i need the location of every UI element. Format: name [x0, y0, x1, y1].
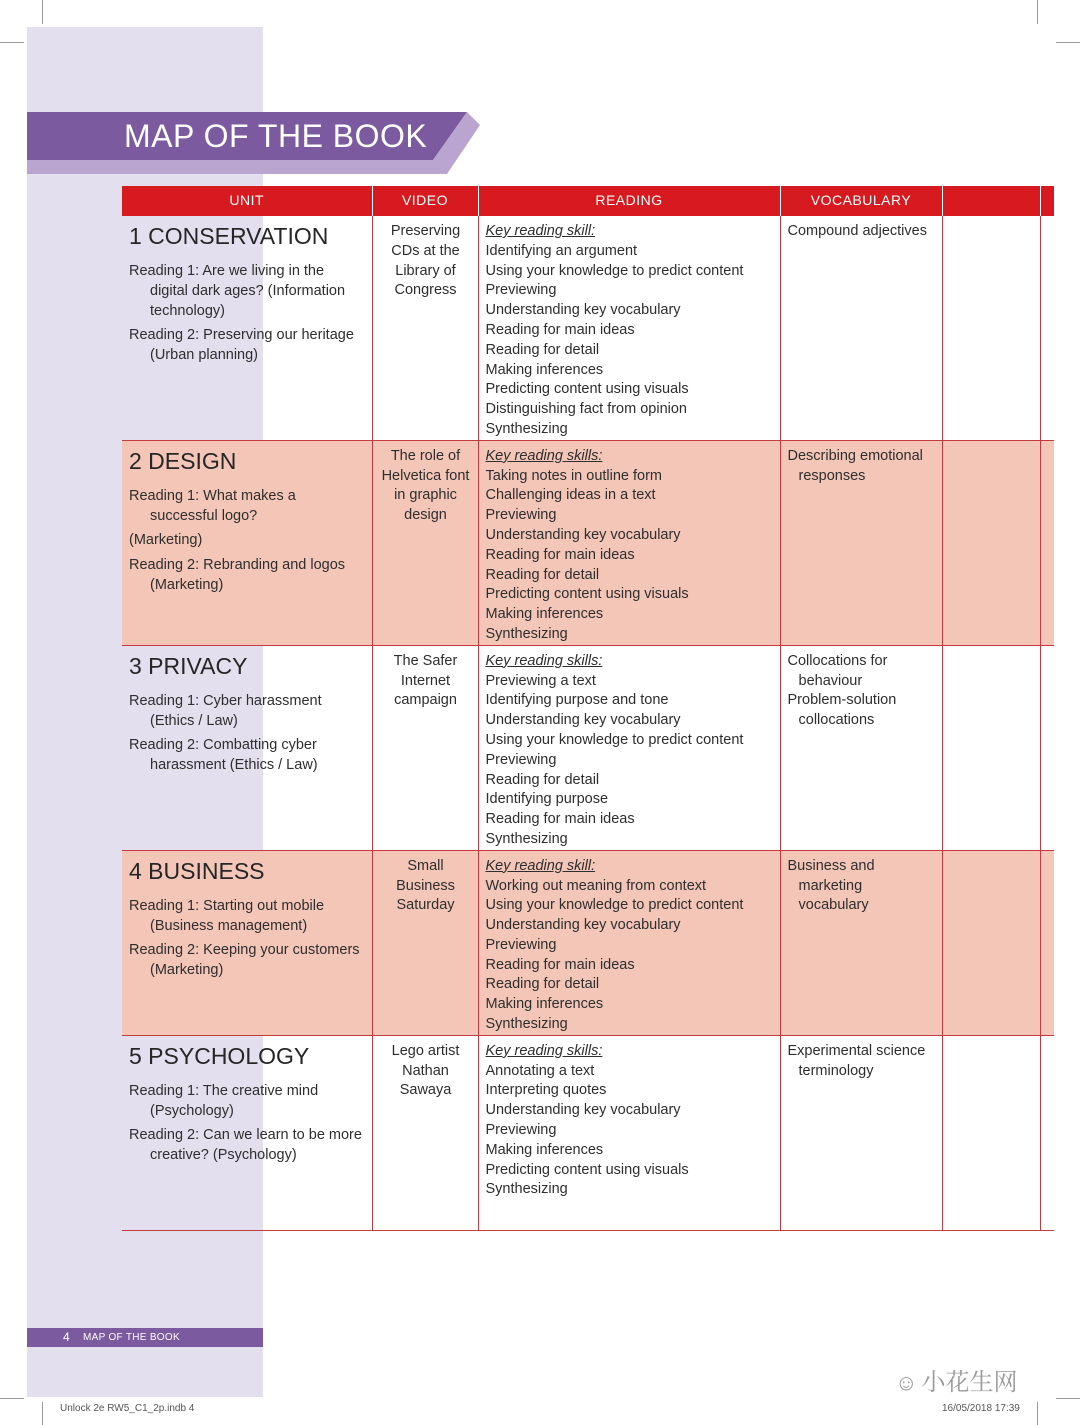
- crop-mark: [1037, 0, 1038, 24]
- reading-skills-cell: [478, 440, 780, 645]
- unit-row: [122, 850, 1054, 1035]
- vocabulary-cell: [780, 645, 942, 850]
- key-skill-label: Key reading skills:: [485, 447, 603, 464]
- unit-cell: [122, 440, 372, 645]
- skill-item: Reading for main ideas: [485, 546, 635, 563]
- skill-item: Understanding key vocabulary: [485, 712, 681, 729]
- chat-bubble-icon: ☺: [895, 1370, 918, 1395]
- skill-item: Reading for main ideas: [485, 811, 635, 828]
- video-cell: Lego artist Nathan Sawaya: [372, 1035, 478, 1230]
- page-number: 4: [63, 1330, 70, 1344]
- reading-item: Reading 1: The creative mind (Psychology): [129, 1082, 319, 1119]
- key-skill-label: Key reading skills:: [485, 1042, 603, 1059]
- map-table: [122, 186, 1054, 1231]
- skill-item: Reading for detail: [485, 976, 600, 993]
- vocabulary-cell: [780, 440, 942, 645]
- watermark: [895, 1362, 1017, 1397]
- skill-item: Using your knowledge to predict content: [485, 262, 744, 279]
- skill-item: Making inferences: [485, 996, 604, 1013]
- skill-item: Predicting content using visuals: [485, 586, 689, 603]
- reading-item: Reading 2: Combatting cyber harassment (Ethics / Law): [129, 737, 318, 774]
- skill-item: Predicting content using visuals: [485, 1161, 689, 1178]
- skill-item: Synthesizing: [485, 830, 568, 847]
- skill-item: Synthesizing: [485, 1016, 568, 1033]
- crop-mark: [0, 1398, 24, 1399]
- blank-cell: [942, 1035, 1040, 1230]
- crop-mark: [1037, 1402, 1038, 1425]
- skill-item: Identifying an argument: [485, 242, 638, 259]
- skill-item: Reading for main ideas: [485, 321, 635, 338]
- column-header-vocabulary: VOCABULARY: [780, 186, 942, 216]
- print-slug-file: Unlock 2e RW5_C1_2p.indb 4: [60, 1403, 195, 1414]
- column-header-unit: UNIT: [122, 186, 372, 216]
- crop-mark: [1056, 42, 1080, 43]
- reading-item: Reading 1: Cyber harassment (Ethics / Law): [129, 692, 322, 729]
- crop-mark: [1056, 1398, 1080, 1399]
- blank-cell: [942, 645, 1040, 850]
- skill-item: Previewing a text: [485, 672, 596, 689]
- vocabulary-cell: [780, 850, 942, 1035]
- skill-item: Taking notes in outline form: [485, 467, 663, 484]
- reading-skills-cell: [478, 645, 780, 850]
- unit-row: [122, 216, 1054, 440]
- skill-item: Understanding key vocabulary: [485, 917, 681, 934]
- edge-cell: [1040, 1035, 1054, 1230]
- reading-skills-cell: [478, 850, 780, 1035]
- skill-item: Working out meaning from context: [485, 877, 707, 894]
- print-slug-datetime: 16/05/2018 17:39: [942, 1403, 1020, 1414]
- unit-cell: [122, 850, 372, 1035]
- edge-cell: [1040, 850, 1054, 1035]
- skill-item: Reading for detail: [485, 341, 600, 358]
- unit-title: 5 PSYCHOLOGY: [129, 1042, 310, 1069]
- skill-item: Making inferences: [485, 1141, 604, 1158]
- blank-cell: [942, 440, 1040, 645]
- unit-row: [122, 1035, 1054, 1230]
- video-cell: Small Business Saturday: [372, 850, 478, 1035]
- reading-item: Reading 1: What makes a successful logo?: [129, 487, 296, 524]
- skill-item: Synthesizing: [485, 420, 568, 437]
- column-header-blank: [942, 186, 1040, 216]
- unit-title: 3 PRIVACY: [129, 652, 248, 679]
- unit-title: 4 BUSINESS: [129, 857, 265, 884]
- key-skill-label: Key reading skill:: [485, 857, 596, 874]
- blank-cell: [942, 850, 1040, 1035]
- reading-skills-cell: [478, 216, 780, 440]
- skill-item: Understanding key vocabulary: [485, 526, 681, 543]
- vocabulary-item: Business and marketing vocabulary: [787, 857, 875, 914]
- skill-item: Making inferences: [485, 606, 604, 623]
- vocabulary-item: Experimental science terminology: [787, 1042, 926, 1079]
- skill-item: Previewing: [485, 936, 557, 953]
- skill-item: Reading for main ideas: [485, 956, 635, 973]
- skill-item: Understanding key vocabulary: [485, 302, 681, 319]
- skill-item: Distinguishing fact from opinion: [485, 401, 687, 418]
- skill-item: Challenging ideas in a text: [485, 487, 656, 504]
- skill-item: Previewing: [485, 1122, 557, 1139]
- watermark-text: 小花生网: [921, 1369, 1018, 1396]
- crop-mark: [42, 1402, 43, 1425]
- vocabulary-cell: [780, 216, 942, 440]
- unit-row: [122, 440, 1054, 645]
- skill-item: Synthesizing: [485, 625, 568, 642]
- page-title: MAP OF THE BOOK: [124, 118, 428, 154]
- video-cell: Preserving CDs at the Library of Congress: [372, 216, 478, 440]
- skill-item: Previewing: [485, 507, 557, 524]
- edge-cell: [1040, 645, 1054, 850]
- skill-item: Previewing: [485, 282, 557, 299]
- edge-cell: [1040, 216, 1054, 440]
- unit-title: 2 DESIGN: [129, 447, 237, 474]
- blank-cell: [942, 216, 1040, 440]
- header-row: [122, 186, 1054, 216]
- vocabulary-item: Collocations for behaviour: [787, 652, 888, 689]
- page-footer: [27, 1328, 263, 1347]
- unit-cell: [122, 216, 372, 440]
- column-header-edge: [1040, 186, 1054, 216]
- unit-cell: [122, 1035, 372, 1230]
- skill-item: Identifying purpose: [485, 791, 609, 808]
- vocabulary-item: Problem-solution collocations: [787, 692, 897, 729]
- reading-skills-cell: [478, 1035, 780, 1230]
- crop-mark: [42, 0, 43, 24]
- edge-cell: [1040, 440, 1054, 645]
- skill-item: Identifying purpose and tone: [485, 692, 669, 709]
- vocabulary-cell: [780, 1035, 942, 1230]
- reading-item: Reading 2: Rebranding and logos (Marketing): [129, 557, 346, 593]
- skill-item: Previewing: [485, 751, 557, 768]
- footer-label: MAP OF THE BOOK: [83, 1332, 180, 1343]
- skill-item: Predicting content using visuals: [485, 381, 689, 398]
- reading-item: (Marketing): [129, 532, 203, 549]
- skill-item: Synthesizing: [485, 1181, 568, 1198]
- vocabulary-item: Describing emotional responses: [787, 447, 923, 484]
- reading-item: Reading 1: Are we living in the digital dark ages? (Information technology): [129, 263, 346, 319]
- skill-item: Using your knowledge to predict content: [485, 897, 744, 914]
- skill-item: Reading for detail: [485, 771, 600, 788]
- column-header-video: VIDEO: [372, 186, 478, 216]
- skill-item: Annotating a text: [485, 1062, 595, 1079]
- skill-item: Using your knowledge to predict content: [485, 731, 744, 748]
- unit-row: [122, 645, 1054, 850]
- video-cell: The role of Helvetica font in graphic design: [372, 440, 478, 645]
- reading-item: Reading 1: Starting out mobile (Business management): [129, 897, 325, 934]
- reading-item: Reading 2: Keeping your customers (Marketing): [129, 942, 360, 979]
- column-header-reading: READING: [478, 186, 780, 216]
- skill-item: Making inferences: [485, 361, 604, 378]
- vocabulary-item: Compound adjectives: [787, 223, 927, 239]
- unit-title: 1 CONSERVATION: [129, 223, 329, 249]
- reading-item: Reading 2: Can we learn to be more creative? (Psychology): [129, 1127, 362, 1164]
- skill-item: Interpreting quotes: [485, 1082, 607, 1099]
- key-skill-label: Key reading skills:: [485, 652, 603, 669]
- skill-item: Understanding key vocabulary: [485, 1102, 681, 1119]
- unit-cell: [122, 645, 372, 850]
- reading-item: Reading 2: Preserving our heritage (Urban planning): [129, 327, 354, 364]
- video-cell: The Safer Internet campaign: [372, 645, 478, 850]
- skill-item: Reading for detail: [485, 566, 600, 583]
- crop-mark: [0, 42, 24, 43]
- key-skill-label: Key reading skill:: [485, 223, 596, 239]
